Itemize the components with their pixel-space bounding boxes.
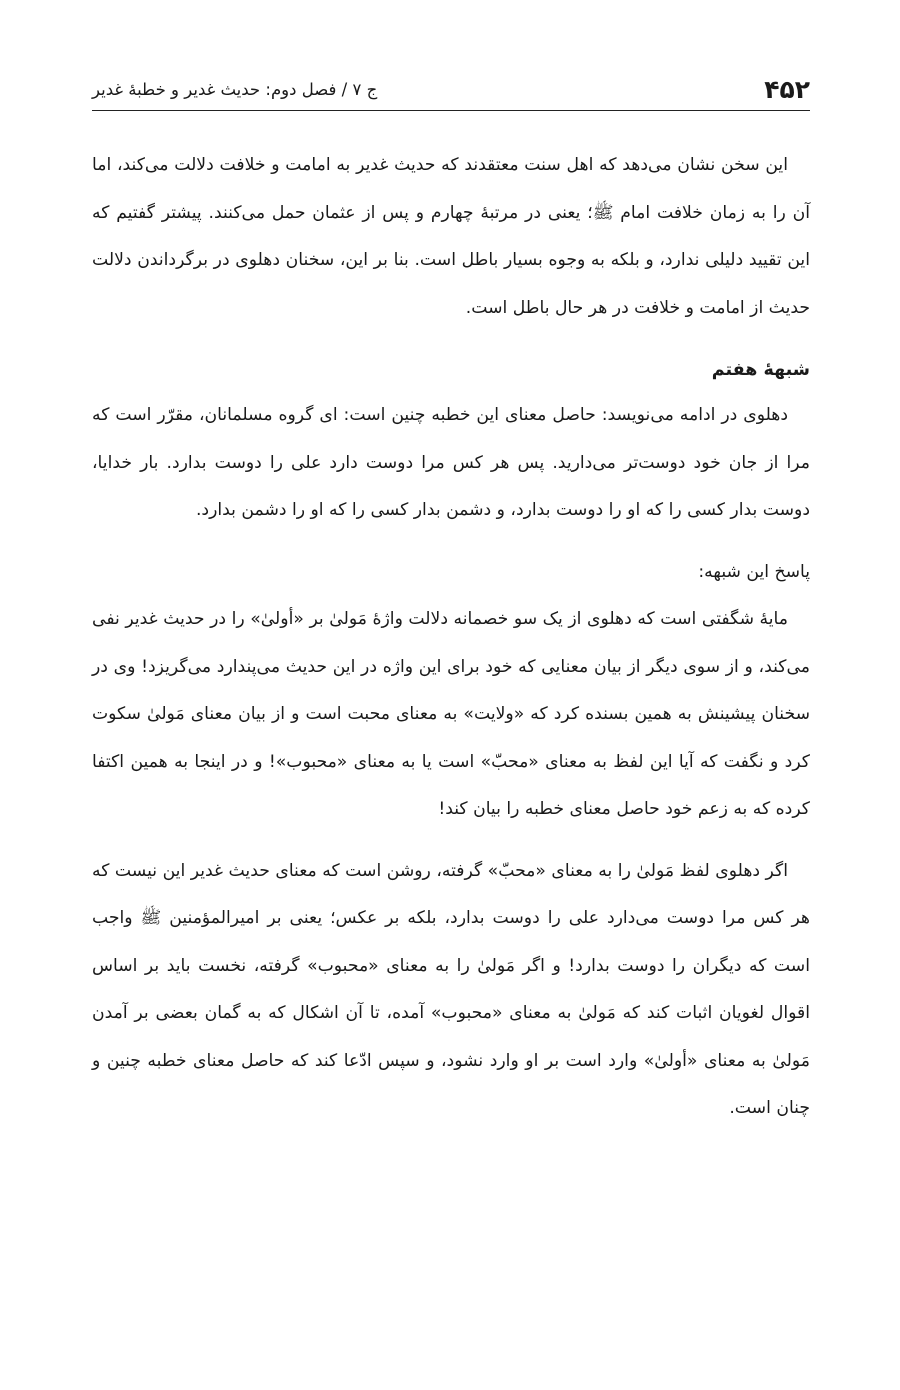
body-text — [92, 142, 810, 1133]
paragraph-conclusion: اگر دهلوی لفظ مَولیٰ را به معنای «محبّ» گرفته، روشن است که معنای حدیث غدیر این نیست که هر کس مرا دوست می‌دارد علی را دوست بدارد، بلکه بر عکس؛ یعنی بر امیرالمؤمنین ﷺ واجب است که دیگران را دوست بدارد! و اگر مَولیٰ را به معنای «محبوب» گرفته، نخست باید بر اساس اقوال لغویان اثبات کند که مَولیٰ به معنای «محبوب» آمده، تا آن اشکال که به گمان بعضی بر آمدن مَولیٰ به معنای «أولیٰ» وارد است بر او وارد نشود، و سپس ادّعا کند که حاصل معنای خطبه چنین و چنان است. — [92, 860, 810, 1118]
page-number: ۴۵۲ — [764, 75, 810, 104]
paragraph-objection: دهلوی در ادامه می‌نویسد: حاصل معنای این خطبه چنین است: ای گروه مسلمانان، مقرّر است که مرا از جان خود دوست‌تر می‌دارید. پس هر کس مرا دوست دارد علی را دوست بدارد. بار خدایا، دوست بدار کسی را که او را دوست بدارد، و دشمن بدار کسی را که او را دشمن بدارد. — [92, 405, 810, 520]
running-header-title: ج ۷ / فصل دوم: حدیث غدیر و خطبهٔ غدیر — [92, 80, 378, 99]
section-heading: شبههٔ هفتم — [711, 360, 810, 380]
book-page — [92, 0, 810, 1390]
paragraph-answer: مایهٔ شگفتی است که دهلوی از یک سو خصمانه دلالت واژهٔ مَولیٰ بر «أولیٰ» را در حدیث غدیر نفی می‌کند، و از سوی دیگر از بیان معنایی که خود برای این واژه در این حدیث می‌پندارد می‌گریزد! وی در سخنان پیشینش به همین بسنده کرد که «ولایت» به معنای محبت است و از بیان معنای مَولیٰ سکوت کرد و نگفت که آیا این لفظ به معنای «محبّ» است یا به معنای «محبوب»! و در اینجا به همین اکتفا کرده که به زعم خود حاصل معنای خطبه را بیان کند! — [92, 609, 810, 819]
paragraph-intro: این سخن نشان می‌دهد که اهل سنت معتقدند که حدیث غدیر به امامت و خلافت دلالت می‌کند، اما آن را به زمان خلافت امام ﷺ؛ یعنی در مرتبهٔ چهارم و پس از عثمان حمل می‌کنند. پیشتر گفتیم که این تقیید دلیلی ندارد، و بلکه به وجوه بسیار باطل است. بنا بر این، سخنان دهلوی در برگرداندن دلالت حدیث از امامت و خلافت در هر حال باطل است. — [92, 155, 810, 318]
running-header — [92, 70, 810, 111]
answer-label: پاسخ این شبهه: — [698, 561, 810, 582]
